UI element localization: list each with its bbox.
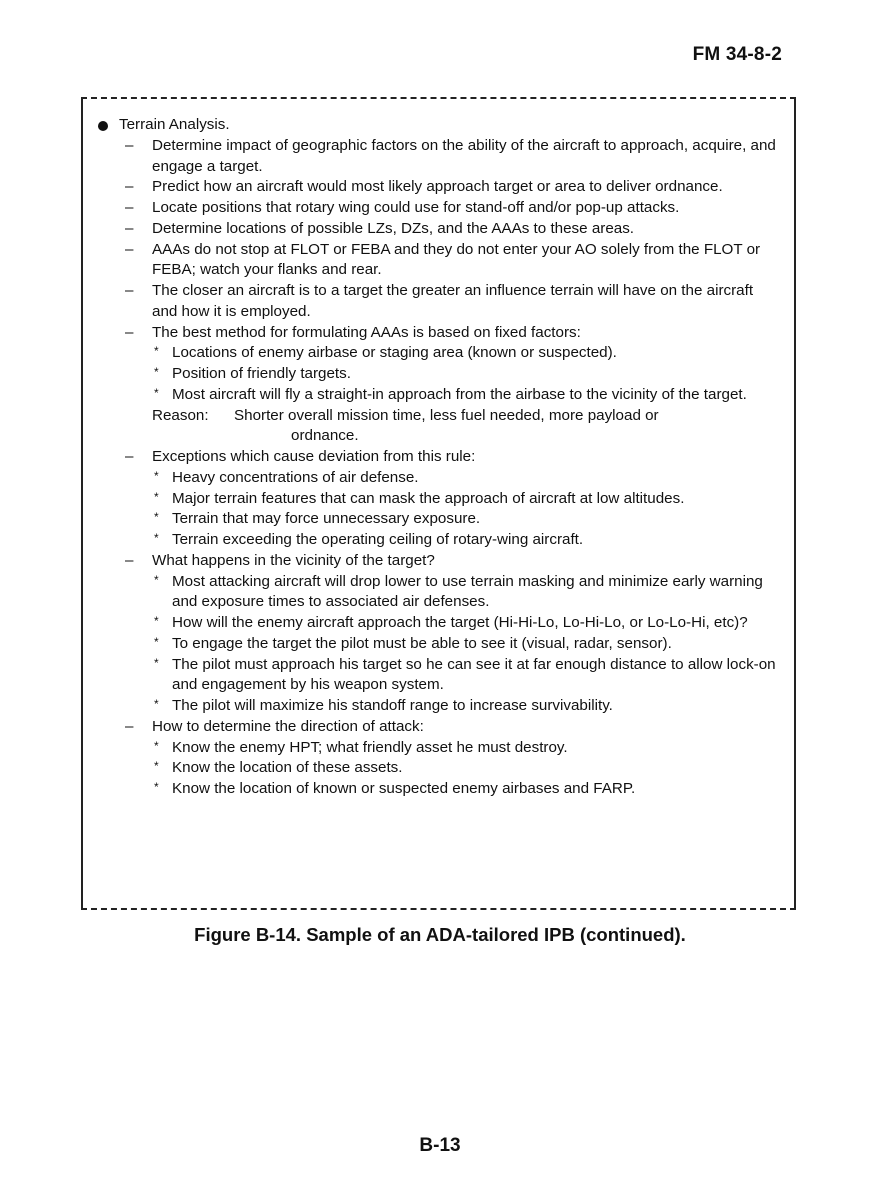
dash-item-text: The best method for formulating AAAs is based on fixed factors: bbox=[152, 323, 581, 341]
asterisk-icon: * bbox=[154, 531, 159, 545]
sub-item-text: Know the enemy HPT; what friendly asset he must destroy. bbox=[172, 738, 568, 756]
dash-item-text: AAAs do not stop at FLOT or FEBA and they do not enter your AO solely from the FLOT or FEBA; watch your flanks and rear. bbox=[152, 240, 761, 279]
sub-item bbox=[95, 468, 780, 489]
main-bullet bbox=[95, 115, 780, 136]
asterisk-icon: * bbox=[154, 385, 159, 400]
dash-icon: – bbox=[125, 136, 134, 154]
dash-icon: – bbox=[125, 551, 134, 569]
dash-item bbox=[95, 323, 780, 344]
dash-icon: – bbox=[125, 448, 134, 465]
dash-item bbox=[95, 717, 780, 738]
sub-item bbox=[95, 364, 780, 385]
sub-item bbox=[95, 343, 780, 364]
dash-item bbox=[95, 177, 780, 198]
sub-item-text: The pilot will maximize his standoff range to increase survivability. bbox=[172, 697, 613, 714]
dash-item-text: The closer an aircraft is to a target the greater an influence terrain will have on the aircraft and how it is employed. bbox=[152, 282, 754, 320]
dash-item-text: Locate positions that rotary wing could use for stand-off and/or pop-up attacks. bbox=[152, 199, 680, 216]
sub-item-text: Most aircraft will fly a straight-in approach from the airbase to the vicinity of the target. bbox=[172, 385, 747, 403]
asterisk-icon: * bbox=[154, 468, 159, 483]
dash-item-text: Determine locations of possible LZs, DZs, and the AAAs to these areas. bbox=[152, 219, 635, 237]
asterisk-icon: * bbox=[154, 365, 159, 379]
sub-item-text: Know the location of known or suspected enemy airbases and FARP. bbox=[172, 780, 636, 797]
sub-item bbox=[95, 655, 780, 697]
sub-item-text: Major terrain features that can mask the approach of aircraft at low altitudes. bbox=[172, 489, 685, 507]
dash-icon: – bbox=[125, 323, 134, 341]
reason-text: Shorter overall mission time, less fuel needed, more payload or bbox=[234, 406, 659, 424]
sub-item-text: Position of friendly targets. bbox=[172, 365, 351, 382]
figure-caption: Figure B-14. Sample of an ADA-tailored IPB (continued). bbox=[194, 924, 686, 945]
sub-item-text: Know the location of these assets. bbox=[172, 759, 403, 777]
dash-item bbox=[95, 136, 780, 178]
dash-item bbox=[95, 447, 780, 468]
asterisk-icon: * bbox=[154, 614, 159, 628]
dash-icon: – bbox=[125, 240, 134, 258]
dash-item bbox=[95, 240, 780, 282]
asterisk-icon: * bbox=[154, 738, 159, 753]
dash-icon: – bbox=[125, 178, 134, 196]
asterisk-icon: * bbox=[154, 344, 159, 359]
dash-icon: – bbox=[125, 219, 134, 237]
sub-item-text: To engage the target the pilot must be able to see it (visual, radar, sensor). bbox=[172, 634, 672, 652]
dash-item bbox=[95, 551, 780, 572]
bullet-dot-icon bbox=[98, 121, 108, 131]
page-number: B-13 bbox=[419, 1135, 461, 1156]
dash-item-text: Exceptions which cause deviation from this rule: bbox=[152, 448, 476, 465]
asterisk-icon: * bbox=[154, 655, 159, 670]
asterisk-icon: * bbox=[154, 572, 159, 587]
sub-item-text: Most attacking aircraft will drop lower to use terrain masking and minimize early warning and exposure times to associated air defenses. bbox=[172, 572, 763, 611]
dash-item-text: How to determine the direction of attack: bbox=[152, 717, 424, 735]
document-id: FM 34-8-2 bbox=[692, 44, 782, 65]
reason-block bbox=[95, 406, 780, 448]
figure-content bbox=[95, 115, 780, 800]
reason-label: Reason: bbox=[152, 406, 209, 424]
sub-item bbox=[95, 696, 780, 717]
dash-icon: – bbox=[125, 199, 134, 216]
sub-item bbox=[95, 530, 780, 551]
dash-item bbox=[95, 281, 780, 323]
sub-item-text: Terrain exceeding the operating ceiling of rotary-wing aircraft. bbox=[172, 531, 584, 548]
main-bullet-text: Terrain Analysis. bbox=[119, 116, 230, 133]
sub-item bbox=[95, 572, 780, 614]
sub-item-text: Heavy concentrations of air defense. bbox=[172, 468, 419, 486]
sub-item bbox=[95, 509, 780, 530]
asterisk-icon: * bbox=[154, 634, 159, 649]
asterisk-icon: * bbox=[154, 489, 159, 504]
asterisk-icon: * bbox=[154, 510, 159, 525]
reason-continuation: ordnance. bbox=[291, 427, 359, 445]
sub-item bbox=[95, 758, 780, 779]
figure-box bbox=[81, 97, 796, 910]
dash-item-text: What happens in the vicinity of the target? bbox=[152, 551, 435, 569]
asterisk-icon: * bbox=[154, 697, 159, 711]
dash-icon: – bbox=[125, 282, 134, 299]
dash-icon: – bbox=[125, 717, 134, 735]
sub-item bbox=[95, 779, 780, 800]
item-list bbox=[95, 136, 780, 800]
sub-item bbox=[95, 634, 780, 655]
asterisk-icon: * bbox=[154, 780, 159, 794]
sub-item-text: Terrain that may force unnecessary exposure. bbox=[172, 510, 481, 528]
sub-item bbox=[95, 489, 780, 510]
sub-item-text: How will the enemy aircraft approach the target (Hi-Hi-Lo, Lo-Hi-Lo, or Lo-Lo-Hi, etc)? bbox=[172, 614, 748, 631]
sub-item-text: Locations of enemy airbase or staging area (known or suspected). bbox=[172, 344, 617, 362]
asterisk-icon: * bbox=[154, 759, 159, 774]
dash-item bbox=[95, 198, 780, 219]
sub-item bbox=[95, 738, 780, 759]
dash-item bbox=[95, 219, 780, 240]
sub-item bbox=[95, 385, 780, 406]
sub-item bbox=[95, 613, 780, 634]
sub-item-text: The pilot must approach his target so he can see it at far enough distance to allow lock-on and engagement by his weapon system. bbox=[172, 655, 776, 694]
dash-item-text: Predict how an aircraft would most likely approach target or area to deliver ordnance. bbox=[152, 178, 723, 196]
dash-item-text: Determine impact of geographic factors on the ability of the aircraft to approach, acquire, and engage a target. bbox=[152, 136, 776, 175]
